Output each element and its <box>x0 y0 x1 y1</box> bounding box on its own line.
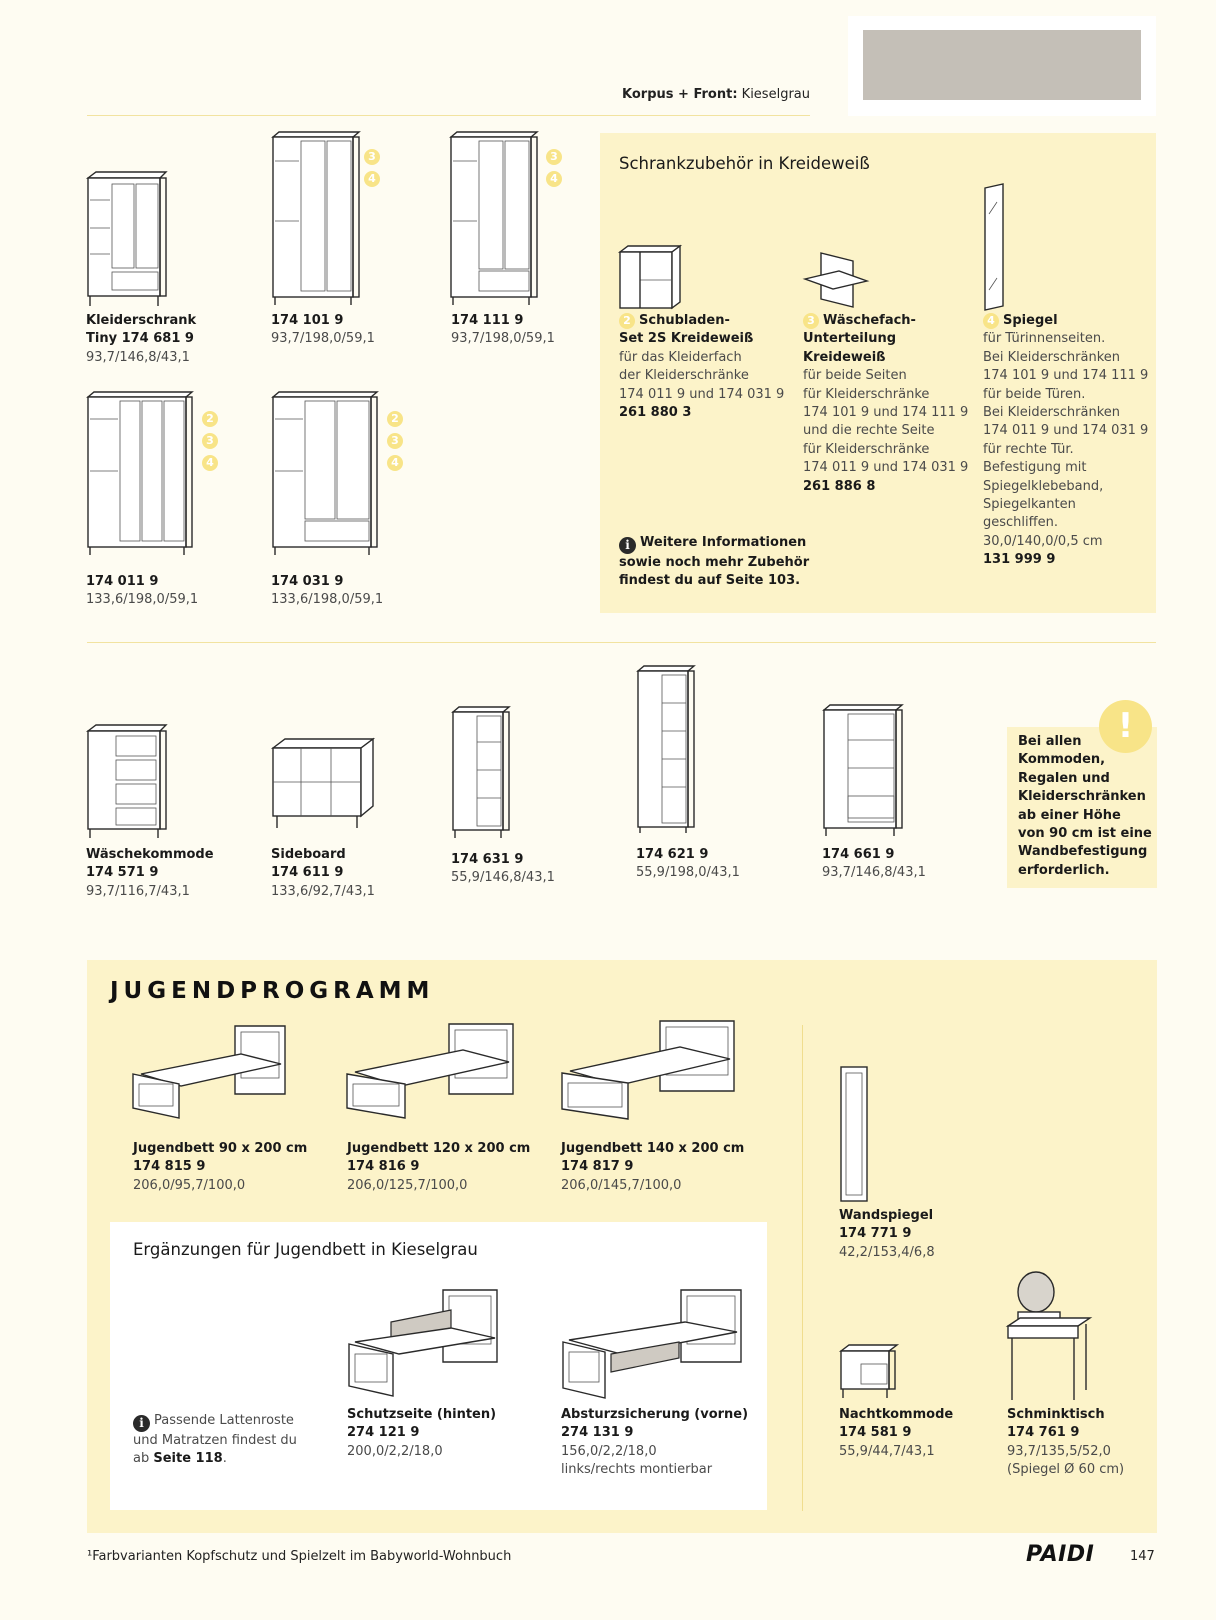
storage-label-1746219 <box>636 846 740 883</box>
door-mirror-illustration <box>983 182 1005 310</box>
accessories-title: Schrankzubehör in Kreideweiß <box>619 154 870 173</box>
badge: 3 <box>364 149 380 165</box>
product-dims: 55,9/198,0/43,1 <box>636 865 740 881</box>
badge: 3 <box>803 313 819 329</box>
accessory-desc: Befestigung mit <box>983 460 1087 476</box>
accessory-code: 261 880 3 <box>619 405 692 421</box>
wardrobe-label-1741119 <box>451 312 555 349</box>
product-dims: 133,6/198,0/59,1 <box>271 592 384 608</box>
badge: 2 <box>619 313 635 329</box>
accessory-name: 3 Wäschefach- <box>803 312 973 330</box>
accessory-shelf-divider <box>803 312 973 496</box>
storage-label-1746619 <box>822 846 926 883</box>
wardrobe-1740119-illustration <box>86 391 196 557</box>
bed-label-120 <box>347 1140 530 1195</box>
shelf-1746619-illustration <box>822 704 904 838</box>
product-name: Sideboard <box>271 847 346 862</box>
accessory-name: 4 Spiegel <box>983 312 1153 330</box>
wardrobe-label-1741019 <box>271 312 375 349</box>
product-dims: 93,7/198,0/59,1 <box>451 331 555 347</box>
badge: 4 <box>202 455 218 471</box>
color-label <box>560 86 810 104</box>
accessory-desc: der Kleiderschränke <box>619 368 749 384</box>
product-dims: 206,0/95,7/100,0 <box>133 1177 246 1193</box>
product-note: (Spiegel Ø 60 cm) <box>1007 1462 1125 1478</box>
page-number: 147 <box>1130 1549 1155 1564</box>
warning-icon: ! <box>1099 700 1152 753</box>
accessory-desc: 30,0/140,0/0,5 cm <box>983 533 1103 549</box>
accessory-desc: 174 011 9 und 174 031 9 <box>803 460 969 476</box>
storage-label-sideboard <box>271 846 375 901</box>
info-icon: i <box>133 1415 150 1432</box>
extras-info <box>133 1412 323 1469</box>
color-label-bold: Korpus + Front: <box>622 87 738 102</box>
product-code: 174 771 9 <box>839 1226 912 1242</box>
info-line: i Passende Lattenroste <box>133 1412 323 1432</box>
accessory-desc: für Türinnenseiten. <box>983 331 1106 347</box>
accessory-name-line: Set 2S Kreideweiß <box>619 331 754 347</box>
brand-logo: PAIDI <box>1026 1542 1095 1567</box>
accessory-desc: für Kleiderschränke <box>803 386 930 402</box>
product-dims: 93,7/116,7/43,1 <box>86 883 190 899</box>
bed-120-illustration <box>345 1022 515 1120</box>
wardrobe-1741019-illustration <box>271 131 361 307</box>
accessory-desc: 174 011 9 und 174 031 9 <box>983 423 1149 439</box>
badge: 3 <box>387 433 403 449</box>
product-name: Nachtkommode <box>839 1407 954 1422</box>
badge: 3 <box>546 149 562 165</box>
badge: 2 <box>202 411 218 427</box>
accessory-desc: Spiegelklebeband, <box>983 478 1104 494</box>
notice-line: Regalen und <box>1018 770 1110 786</box>
accessory-desc: 174 101 9 und 174 111 9 <box>983 368 1149 384</box>
product-dims: 55,9/146,8/43,1 <box>451 870 555 886</box>
shelf-1746219-illustration <box>636 665 696 835</box>
product-name: Wäschekommode <box>86 847 214 862</box>
accessory-name-line: Kreideweiß <box>803 349 886 365</box>
badge: 4 <box>983 313 999 329</box>
wall-mirror-illustration <box>839 1065 871 1203</box>
footnote: ¹Farbvarianten Kopfschutz und Spielzelt im Babyworld-Wohnbuch <box>87 1549 512 1564</box>
notice-line: erforderlich. <box>1018 862 1110 878</box>
product-dims: 206,0/125,7/100,0 <box>347 1177 468 1193</box>
notice-line: Wandbefestigung <box>1018 844 1148 860</box>
nightstand-illustration <box>839 1344 899 1400</box>
info-icon: i <box>619 537 636 554</box>
product-dims: 156,0/2,2/18,0 <box>561 1443 657 1459</box>
protective-side-illustration <box>347 1288 499 1400</box>
notice-line: Kommoden, <box>1018 752 1106 768</box>
bed-140-illustration <box>560 1019 736 1121</box>
badge: 4 <box>387 455 403 471</box>
product-dims: 206,0/145,7/100,0 <box>561 1177 682 1193</box>
product-name: Schminktisch <box>1007 1407 1105 1422</box>
accessory-desc: für das Kleiderfach <box>619 349 742 365</box>
product-dims: 93,7/198,0/59,1 <box>271 331 375 347</box>
notice-text <box>1018 733 1154 880</box>
product-name: Jugendbett 140 x 200 cm <box>561 1141 745 1156</box>
product-dims: 133,6/92,7/43,1 <box>271 883 375 899</box>
product-code: 174 621 9 <box>636 847 709 862</box>
accessory-desc: und die rechte Seite <box>803 423 935 439</box>
accessory-desc: geschliffen. <box>983 515 1058 531</box>
sideboard-illustration <box>271 738 375 830</box>
accessory-desc: für beide Türen. <box>983 386 1086 402</box>
product-code: 274 121 9 <box>347 1425 420 1441</box>
vertical-divider <box>802 1025 803 1511</box>
product-code: 174 816 9 <box>347 1159 420 1175</box>
bed-90-illustration <box>131 1024 287 1120</box>
wardrobe-1741119-illustration <box>449 131 539 307</box>
accessory-desc: 174 011 9 und 174 031 9 <box>619 386 785 402</box>
product-code: 174 611 9 <box>271 865 344 881</box>
badge: 4 <box>364 171 380 187</box>
vanity-illustration <box>1006 1272 1092 1402</box>
accessory-desc: 174 101 9 und 174 111 9 <box>803 405 969 421</box>
accessory-desc: Bei Kleiderschränken <box>983 405 1121 421</box>
product-dims: 93,7/146,8/43,1 <box>86 349 190 365</box>
product-code: 174 631 9 <box>451 852 524 867</box>
wardrobe-label-1740119 <box>86 573 198 610</box>
product-code: 174 101 9 <box>271 313 344 328</box>
product-note: links/rechts montierbar <box>561 1462 713 1478</box>
product-name: Absturzsicherung (vorne) <box>561 1407 749 1422</box>
product-dims: 55,9/44,7/43,1 <box>839 1443 935 1459</box>
product-name: Jugendbett 120 x 200 cm <box>347 1141 531 1156</box>
info-line: sowie noch mehr Zubehör <box>619 555 810 570</box>
accessory-desc: für beide Seiten <box>803 368 907 384</box>
notice-line: ab einer Höhe <box>1018 807 1121 823</box>
accessory-desc: für rechte Tür. <box>983 441 1074 457</box>
shelf-divider-illustration <box>803 251 869 309</box>
product-code: 174 761 9 <box>1007 1425 1080 1441</box>
product-code: 174 111 9 <box>451 313 524 328</box>
accessory-code: 261 886 8 <box>803 478 876 494</box>
notice-line: Kleiderschränken <box>1018 789 1146 805</box>
bed-label-140 <box>561 1140 744 1195</box>
badges-1741019 <box>364 149 380 187</box>
wardrobe-label-tiny <box>86 312 196 367</box>
product-name: Schutzseite (hinten) <box>347 1407 497 1422</box>
accessory-mirror <box>983 312 1153 570</box>
color-swatch <box>863 30 1141 100</box>
badges-1740119 <box>202 411 218 471</box>
product-code: 174 815 9 <box>133 1159 206 1175</box>
product-code: 174 571 9 <box>86 865 159 881</box>
divider <box>87 115 810 116</box>
extras-label-fall-guard <box>561 1406 748 1480</box>
product-dims: 42,2/153,4/6,8 <box>839 1244 935 1260</box>
badge: 3 <box>202 433 218 449</box>
badge: 2 <box>387 411 403 427</box>
product-dims: 200,0/2,2/18,0 <box>347 1443 443 1459</box>
waeschekommode-illustration <box>86 724 168 840</box>
accessory-name-line: Unterteilung <box>803 331 897 347</box>
youth-title: JUGENDPROGRAMM <box>110 978 435 1004</box>
badges-1740319 <box>387 411 403 471</box>
mirror-label <box>839 1207 935 1262</box>
product-dims: 133,6/198,0/59,1 <box>86 592 199 608</box>
badge: 4 <box>546 171 562 187</box>
product-code: 174 031 9 <box>271 574 344 589</box>
accessory-code: 131 999 9 <box>983 552 1056 568</box>
product-dims: 93,7/135,5/52,0 <box>1007 1443 1111 1459</box>
extras-label-protective-side <box>347 1406 496 1461</box>
storage-label-1746319 <box>451 851 555 888</box>
product-code: Tiny 174 681 9 <box>86 331 194 347</box>
wardrobe-label-1740319 <box>271 573 383 610</box>
storage-label-waeschekommode <box>86 846 214 901</box>
product-dims: 93,7/146,8/43,1 <box>822 865 926 881</box>
badges-1741119 <box>546 149 562 187</box>
product-code: 174 817 9 <box>561 1159 634 1175</box>
accessory-desc: für Kleiderschränke <box>803 441 930 457</box>
accessory-drawer-set <box>619 312 789 422</box>
shelf-1746319-illustration <box>451 706 511 840</box>
info-line: und Matratzen findest du <box>133 1433 297 1448</box>
divider <box>87 642 1156 643</box>
vanity-label <box>1007 1406 1124 1480</box>
nightstand-label <box>839 1406 953 1461</box>
accessory-name: 2 Schubladen- <box>619 312 789 330</box>
extras-title: Ergänzungen für Jugendbett in Kieselgrau <box>133 1240 478 1259</box>
wardrobe-tiny-illustration <box>86 170 168 308</box>
accessory-desc: Spiegelkanten <box>983 497 1076 513</box>
info-line: findest du auf Seite 103. <box>619 573 801 589</box>
product-code: 174 581 9 <box>839 1425 912 1441</box>
product-code: 274 131 9 <box>561 1425 634 1441</box>
bed-label-90 <box>133 1140 307 1195</box>
wardrobe-1740319-illustration <box>271 391 381 557</box>
info-line: i Weitere Informationen <box>619 534 809 554</box>
accessory-desc: Bei Kleiderschränken <box>983 349 1121 365</box>
product-name: Jugendbett 90 x 200 cm <box>133 1141 308 1156</box>
color-label-value: Kieselgrau <box>741 87 810 102</box>
notice-line: von 90 cm ist eine <box>1018 826 1152 842</box>
info-line: ab Seite 118. <box>133 1451 227 1467</box>
product-name: Kleiderschrank <box>86 313 197 328</box>
product-code: 174 011 9 <box>86 574 159 589</box>
drawer-set-illustration <box>618 244 682 310</box>
fall-guard-illustration <box>561 1288 743 1402</box>
product-code: 174 661 9 <box>822 847 895 862</box>
notice-line: Bei allen <box>1018 734 1082 749</box>
product-name: Wandspiegel <box>839 1208 934 1223</box>
accessories-info <box>619 534 809 591</box>
